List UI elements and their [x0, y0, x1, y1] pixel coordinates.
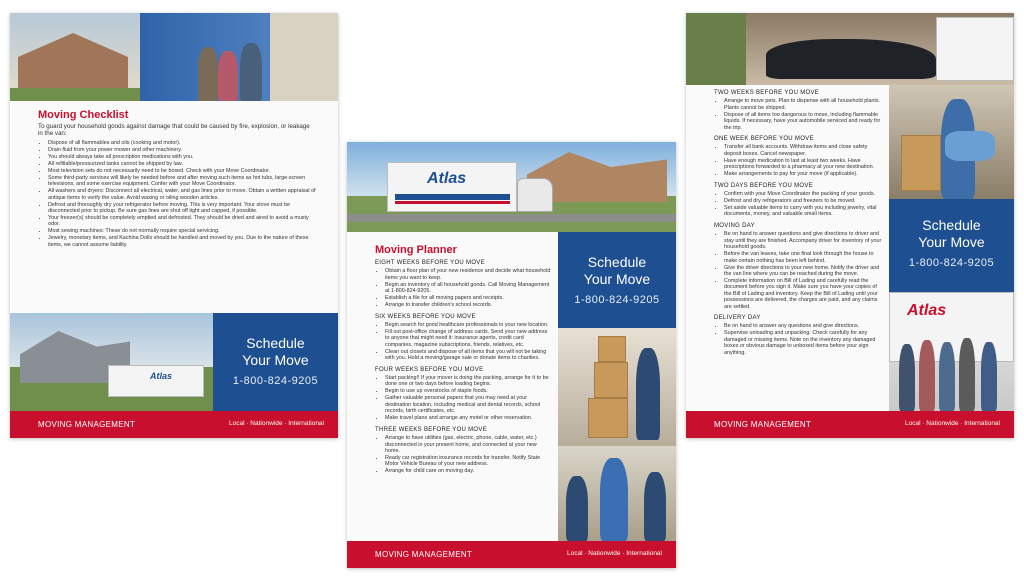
- family-photo: [558, 446, 676, 541]
- list-item: • Clean out closets and dispose of all items that you will not be taking with you. Hold a moving/garage sale or donate items to charities.: [385, 349, 551, 362]
- checklist-item: • Jewelry, monetary items, and Kachina Dolls should be handled and moved by you. Due to the nature of these items, we cannot assume liability.: [48, 235, 316, 248]
- footer-tagline: Local · Nationwide · International: [904, 420, 1000, 427]
- mover-person: [636, 348, 660, 440]
- section-list: [714, 323, 884, 356]
- checklist-item: • All washers and dryers: Disconnect all electrical, water, and gas lines prior to move. Obtain a written appraisal of antique items to verify the value. Avoid waxing or oiling wooden articles.: [48, 188, 316, 201]
- list-item: • Arrange to have utilities (gas, electric, phone, cable, water, etc.) disconnected in your present home, and connected at your new home.: [385, 435, 551, 454]
- woman-person: [600, 458, 628, 541]
- customer-person: [218, 51, 238, 101]
- schedule-cta[interactable]: [213, 313, 338, 411]
- list-item: • Obtain a floor plan of your new residence and decide what household items you want to keep.: [385, 268, 551, 281]
- list-item: • Make arrangements to pay for your move (if applicable).: [724, 171, 884, 177]
- schedule-cta[interactable]: [558, 232, 676, 328]
- section-heading: EIGHT WEEKS BEFORE YOU MOVE: [375, 260, 485, 266]
- checklist-body: [38, 123, 316, 249]
- moving-box: [588, 398, 628, 438]
- list-item: • Give the driver directions to your new home. Notify the driver and the van line where you can be reached during the move.: [724, 265, 884, 278]
- section-list: [714, 98, 884, 131]
- list-item: • Be on hand to answer any questions and give directions.: [724, 323, 884, 329]
- footer-bar: [10, 411, 338, 438]
- customer-person: [198, 47, 218, 101]
- mover-person: [240, 43, 262, 101]
- page-title: Moving Checklist: [38, 109, 129, 121]
- car-photo: [686, 13, 1014, 85]
- schedule-body: [714, 85, 884, 357]
- section-list: [375, 268, 551, 308]
- checklist-item: • Dispose of all flammables and oils (cooking and motor).: [48, 140, 316, 146]
- truck-image: [936, 17, 1014, 81]
- footer-bar: [347, 541, 676, 568]
- checklist-item: • You should always take all prescription medications with you.: [48, 154, 316, 160]
- section-list: [375, 322, 551, 362]
- team-person: [939, 342, 955, 411]
- section-heading: DELIVERY DAY: [714, 314, 761, 321]
- section-list: [375, 435, 551, 475]
- mover-person: [644, 472, 666, 541]
- list-item: • Defrost and dry refrigerators and freezers to be moved.: [724, 198, 884, 204]
- section-heading: THREE WEEKS BEFORE YOU MOVE: [375, 426, 488, 433]
- section-heading: TWO DAYS BEFORE YOU MOVE: [714, 182, 813, 189]
- phone-number[interactable]: 1-800-824-9205: [232, 375, 319, 387]
- checklist-item: • Drain fluid from your power mower and other machinery.: [48, 147, 316, 153]
- atlas-logo: Atlas: [427, 170, 467, 187]
- schedule-cta[interactable]: [889, 199, 1014, 292]
- intro-text: To guard your household goods against damage that could be caused by fire, explosion, or leakage in the van:: [38, 123, 310, 138]
- list-item: • Arrange for child care on moving day.: [385, 468, 551, 474]
- list-item: • Begin an inventory of all household goods. Call Moving Management at 1-800-824-9205.: [385, 282, 551, 295]
- footer-brand: MOVING MANAGEMENT: [714, 420, 812, 429]
- mover-person: [566, 476, 588, 541]
- footer-tagline: Local · Nationwide · International: [228, 420, 324, 427]
- section-list: [714, 231, 884, 310]
- list-item: • Make travel plans and arrange any motel or other reservation.: [385, 415, 551, 421]
- team-person: [899, 344, 915, 411]
- list-item: • Arrange to move pets. Plan to dispense with all household plants. Plants cannot be shipped.: [724, 98, 884, 111]
- page-title: Moving Planner: [375, 244, 457, 256]
- list-item: • Transfer all bank accounts. Withdraw items and close safety deposit boxes. Cancel newspaper.: [724, 144, 884, 157]
- list-item: • Begin to use up overstocks of staple foods.: [385, 388, 551, 394]
- section-list: [714, 144, 884, 177]
- cta-line1: Schedule: [922, 217, 981, 233]
- truck-image: [108, 365, 204, 397]
- list-item: • Before the van leaves, take one final look through the house to make certain nothing has been left behind.: [724, 251, 884, 264]
- planner-body: [375, 255, 551, 475]
- section-heading: ONE WEEK BEFORE YOU MOVE: [714, 136, 814, 143]
- list-item: • Have enough medication to last at least two weeks. Have prescriptions forwarded to a pharmacy at your new destination.: [724, 158, 884, 171]
- atlas-logo: Atlas: [150, 371, 173, 381]
- mover-blanket-photo: [889, 85, 1014, 199]
- blanket-image: [945, 131, 995, 161]
- phone-number[interactable]: 1-800-824-9205: [574, 294, 660, 306]
- checklist-item: • Some third-party services will likely be needed before and after moving such items as hot tubs, large-screen televisions, and some exercise equipment. Confer with your Move Coordinator.: [48, 175, 316, 188]
- house-truck-photo: [10, 313, 213, 411]
- list-item: • Dispose of all items too dangerous to move, including flammable liquids. If necessary, have your automobile serviced and ready for the trip.: [724, 112, 884, 131]
- footer-tagline: Local · Nationwide · International: [566, 550, 662, 557]
- moving-box: [594, 362, 628, 398]
- checklist-item: • Most sewing machines: These do not normally require special servicing.: [48, 228, 316, 234]
- list-item: • Set aside valuable items to carry with you including jewelry, vital documents, money, and valuable small items.: [724, 205, 884, 218]
- section-heading: TWO WEEKS BEFORE YOU MOVE: [714, 90, 820, 96]
- truck-photo: [347, 142, 676, 232]
- list-item: • Supervise unloading and unpacking. Check carefully for any damaged or missing items. Note on the inventory any damaged boxes or obvious damage to unboxed items before your sign anything.: [724, 330, 884, 356]
- checklist-item: • Most television sets do not necessarily need to be boxed. Check with your Move Coordinator.: [48, 168, 316, 174]
- cta-line2: Your Move: [242, 352, 309, 368]
- section-list: [714, 191, 884, 218]
- moving-box: [901, 135, 941, 191]
- team-photo: [889, 292, 1014, 411]
- footer-brand: MOVING MANAGEMENT: [375, 550, 473, 559]
- list-item: • Arrange to transfer children's school records.: [385, 302, 551, 308]
- list-item: • Be on hand to answer questions and give directions to driver and stay until they are finished. Accompany driver for inventory of your household goods.: [724, 231, 884, 250]
- list-item: • Start packing!! If your mover is doing the packing, arrange for it to be done one or two days before loading begins.: [385, 375, 551, 388]
- list-item: • Begin search for good healthcare professionals in your new location.: [385, 322, 551, 328]
- checklist-item: • Your freezer(s) should be completely emptied and defrosted. They should be dried and aired to avoid a musty odor.: [48, 215, 316, 228]
- list-item: • Fill out post-office change of address cards. Send your new address to anyone that might need it: insurance agents, credit card companies, magazine subscriptions, friends, relatives, etc.: [385, 329, 551, 348]
- section-heading: MOVING DAY: [714, 222, 755, 229]
- list-item: • Gather valuable personal papers that you may need at your destination location, including medical and dental records, school records, birth certificates, etc.: [385, 395, 551, 414]
- section-heading: SIX WEEKS BEFORE YOU MOVE: [375, 313, 476, 320]
- list-item: • Complete information on Bill of Lading and carefully read the document before you sign it. Make sure you have your copies of the Bill of Lading and inventory. Keep the Bill of Lading until your possessions are delivered, the charges are paid, and any claims are settled.: [724, 278, 884, 310]
- cta-line1: Schedule: [246, 335, 305, 351]
- footer-bar: [686, 411, 1014, 438]
- checklist-page: [10, 13, 338, 438]
- list-item: • Ready car registration insurance records for transfer. Notify State Motor Vehicle Bureau of your new address.: [385, 455, 551, 468]
- car-image: [766, 39, 936, 79]
- planner-page: [347, 142, 676, 568]
- boxes-photo: [558, 328, 676, 446]
- list-item: • Confirm with your Move Coordinator the packing of your goods.: [724, 191, 884, 197]
- checklist-item: • All refillable/pressurized tanks cannot be shipped by law.: [48, 161, 316, 167]
- checklist-list: [38, 140, 316, 248]
- cta-line2: Your Move: [583, 271, 651, 287]
- cta-line1: Schedule: [587, 254, 647, 270]
- header-photo: [10, 13, 338, 101]
- footer-brand: MOVING MANAGEMENT: [38, 420, 136, 429]
- schedule-page: [686, 13, 1014, 438]
- list-item: • Establish a file for all moving papers and receipts.: [385, 295, 551, 301]
- phone-number[interactable]: 1-800-824-9205: [908, 257, 995, 269]
- section-heading: FOUR WEEKS BEFORE YOU MOVE: [375, 366, 484, 373]
- team-person: [959, 338, 975, 411]
- section-list: [375, 375, 551, 422]
- team-person: [981, 342, 997, 411]
- cta-line2: Your Move: [918, 234, 985, 250]
- team-person: [919, 340, 935, 411]
- checklist-item: • Defrost and thoroughly dry your refrigerator before moving. This is very important. Your stove must be disconnected prior to pickup. Be sure gas lines are shut off tight and capped, if possible.: [48, 202, 316, 215]
- atlas-logo: Atlas: [907, 302, 947, 319]
- moving-box: [598, 336, 626, 362]
